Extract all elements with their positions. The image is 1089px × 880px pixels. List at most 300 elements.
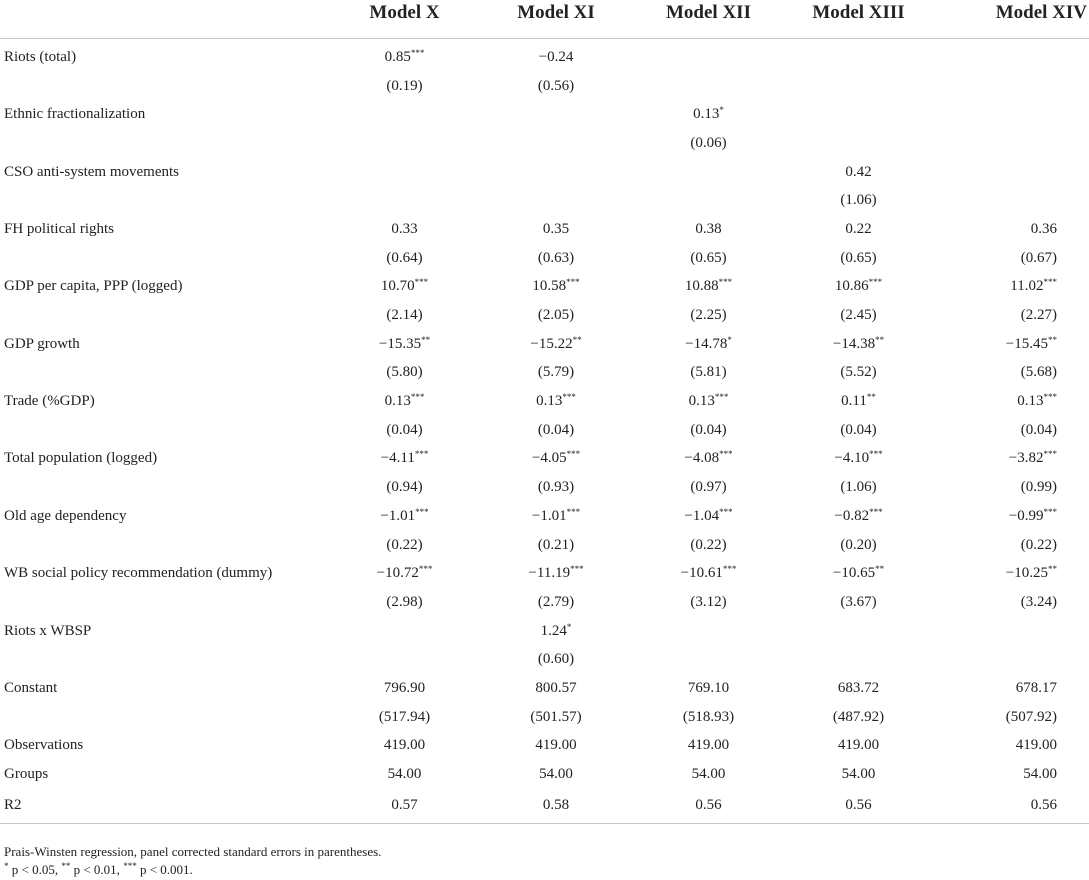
cell-value: 0.33: [391, 220, 418, 237]
significance-stars: ***: [1043, 277, 1057, 288]
cell-model-5: [932, 760, 1089, 789]
cell-value: (0.93): [537, 479, 575, 496]
cell-value: −14.38: [832, 335, 876, 352]
cell-model-5: [932, 244, 1089, 273]
cell-model-4: [785, 158, 932, 187]
cell-model-1: [329, 674, 480, 703]
cell-value: −1.01: [380, 507, 416, 524]
table-row: [0, 186, 1089, 215]
cell-value: −10.25: [1005, 565, 1048, 582]
row-label: [0, 244, 329, 273]
significance-stars: ***: [562, 392, 576, 403]
cell-model-3: [632, 129, 785, 158]
cell-model-2: [480, 244, 632, 273]
cell-model-2: [480, 531, 632, 560]
cell-model-5: [932, 445, 1089, 474]
row-label: Total population (logged): [4, 450, 158, 467]
significance-stars: ***: [1043, 506, 1057, 517]
cell-model-1: [329, 473, 480, 502]
cell-model-5: [932, 158, 1089, 187]
cell-model-4: [785, 39, 932, 72]
cell-model-5: [932, 674, 1089, 703]
cell-model-3: [632, 186, 785, 215]
cell-model-3: [632, 158, 785, 187]
cell-value: −3.82: [1008, 450, 1044, 467]
cell-model-2: [480, 703, 632, 732]
significance-stars: *: [566, 621, 572, 632]
cell-model-3: [632, 703, 785, 732]
cell-model-1: [329, 502, 480, 531]
significance-stars: ***: [869, 449, 883, 460]
cell-value: −10.72: [376, 565, 419, 582]
cell-model-2: [480, 416, 632, 445]
header-model-x: Model X: [329, 0, 480, 39]
cell-value: (0.20): [840, 536, 877, 553]
cell-value: −4.08: [684, 450, 720, 467]
cell-value: (0.65): [690, 249, 727, 266]
cell-value: (0.60): [537, 651, 575, 668]
cell-model-4: [785, 387, 932, 416]
table-row: [0, 215, 1089, 244]
cell-model-4: [785, 645, 932, 674]
significance-stars: **: [1048, 564, 1057, 575]
row-label: GDP growth: [4, 335, 80, 352]
cell-model-3: [632, 301, 785, 330]
cell-value: (1.06): [840, 192, 877, 209]
significance-stars: ***: [868, 277, 883, 288]
cell-model-3: [632, 617, 785, 646]
cell-value: 0.56: [695, 797, 722, 814]
table-row: [0, 72, 1089, 101]
significance-stars: *: [719, 105, 724, 116]
table-row: [0, 559, 1089, 588]
row-label: Groups: [4, 766, 49, 783]
cell-model-1: [329, 445, 480, 474]
cell-model-1: [329, 531, 480, 560]
cell-value: 769.10: [687, 679, 730, 696]
cell-model-3: [632, 273, 785, 302]
table-row: [0, 674, 1089, 703]
table-row: [0, 531, 1089, 560]
cell-model-1: [329, 39, 480, 72]
significance-stars: ***: [418, 564, 433, 575]
significance-stars: ***: [722, 564, 737, 575]
table-row: [0, 100, 1089, 129]
cell-model-2: [480, 588, 632, 617]
significance-stars: **: [421, 334, 431, 345]
cell-value: (5.68): [1020, 364, 1057, 381]
cell-value: (2.27): [1020, 307, 1057, 324]
cell-value: (0.64): [386, 249, 423, 266]
cell-model-1: [329, 273, 480, 302]
row-label: [0, 359, 329, 388]
cell-value: (0.65): [840, 249, 877, 266]
cell-value: −0.24: [538, 48, 574, 65]
cell-value: 10.86: [834, 278, 869, 295]
cell-value: (2.98): [386, 593, 423, 610]
cell-value: (0.22): [690, 536, 727, 553]
cell-value: 419.00: [1015, 737, 1057, 754]
cell-model-1: [329, 732, 480, 761]
cell-model-5: [932, 359, 1089, 388]
cell-value: (0.04): [537, 421, 575, 438]
cell-model-2: [480, 617, 632, 646]
cell-model-1: [329, 645, 480, 674]
cell-value: 678.17: [1015, 679, 1057, 696]
cell-model-5: [932, 39, 1089, 72]
table-row: [0, 330, 1089, 359]
cell-value: 0.13: [688, 393, 715, 410]
cell-value: 54.00: [1023, 766, 1057, 783]
cell-model-3: [632, 732, 785, 761]
cell-value: (0.63): [537, 249, 575, 266]
row-label: [0, 72, 329, 101]
cell-model-5: [932, 617, 1089, 646]
table-row: [0, 301, 1089, 330]
significance-stars: **: [572, 334, 582, 345]
cell-model-2: [480, 559, 632, 588]
table-row: [0, 387, 1089, 416]
cell-model-5: [932, 186, 1089, 215]
row-label: R2: [0, 789, 329, 824]
significance-stars: ***: [718, 277, 733, 288]
cell-model-4: [785, 330, 932, 359]
table-row: [0, 473, 1089, 502]
cell-model-2: [480, 330, 632, 359]
significance-stars: ***: [566, 506, 581, 517]
cell-model-3: [632, 588, 785, 617]
row-label: WB social policy recommendation (dummy): [4, 565, 273, 582]
cell-value: 419.00: [383, 737, 426, 754]
cell-model-3: [632, 789, 785, 824]
cell-value: (3.67): [840, 593, 877, 610]
cell-model-2: [480, 674, 632, 703]
cell-model-5: [932, 416, 1089, 445]
cell-value: (0.67): [1020, 249, 1057, 266]
cell-model-3: [632, 215, 785, 244]
cell-model-5: [932, 703, 1089, 732]
cell-model-5: [932, 301, 1089, 330]
cell-value: (2.45): [840, 307, 877, 324]
cell-model-1: [329, 617, 480, 646]
cell-model-3: [632, 359, 785, 388]
cell-model-4: [785, 732, 932, 761]
header-model-xii: Model XII: [632, 0, 785, 39]
cell-value: (517.94): [378, 708, 431, 725]
row-label: Riots x WBSP: [4, 622, 92, 639]
cell-model-3: [632, 531, 785, 560]
cell-model-5: [932, 387, 1089, 416]
significance-stars: ***: [1043, 449, 1057, 460]
cell-value: 0.13: [1017, 393, 1044, 410]
cell-model-1: [329, 703, 480, 732]
note-line-2: [4, 861, 381, 879]
cell-value: −15.35: [378, 335, 422, 352]
row-label: [0, 416, 329, 445]
cell-model-3: [632, 39, 785, 72]
note-star-1: *: [4, 861, 9, 871]
note-text-2: p < 0.01,: [70, 862, 124, 877]
cell-value: 419.00: [837, 737, 880, 754]
row-label: [0, 645, 329, 674]
cell-model-3: [632, 244, 785, 273]
row-label: [0, 186, 329, 215]
cell-model-2: [480, 39, 632, 72]
cell-model-5: [932, 473, 1089, 502]
cell-model-4: [785, 100, 932, 129]
cell-value: (0.97): [690, 479, 727, 496]
cell-model-5: [932, 588, 1089, 617]
cell-model-1: [329, 100, 480, 129]
cell-model-2: [480, 502, 632, 531]
table-row: [0, 732, 1089, 761]
table-row: [0, 244, 1089, 273]
cell-model-1: [329, 416, 480, 445]
cell-value: −14.78: [685, 335, 728, 352]
cell-value: (3.24): [1020, 593, 1057, 610]
table-row: [0, 273, 1089, 302]
header-model-xi: Model XI: [480, 0, 632, 39]
header-row: [0, 0, 1089, 39]
cell-model-2: [480, 100, 632, 129]
cell-value: (1.06): [840, 479, 877, 496]
cell-model-2: [480, 301, 632, 330]
table-row: [0, 416, 1089, 445]
cell-model-4: [785, 72, 932, 101]
cell-model-3: [632, 100, 785, 129]
cell-model-4: [785, 473, 932, 502]
cell-model-2: [480, 732, 632, 761]
cell-value: 800.57: [535, 679, 577, 696]
table-row: [0, 617, 1089, 646]
cell-model-4: [785, 273, 932, 302]
cell-value: (0.04): [690, 421, 727, 438]
cell-value: (0.19): [386, 77, 423, 94]
significance-stars: ***: [414, 449, 429, 460]
cell-model-2: [480, 387, 632, 416]
table-row: [0, 502, 1089, 531]
cell-model-5: [932, 789, 1089, 824]
cell-model-5: [932, 559, 1089, 588]
cell-value: −0.99: [1008, 507, 1044, 524]
cell-value: (2.79): [537, 593, 575, 610]
cell-value: (487.92): [832, 708, 885, 725]
cell-value: (0.56): [537, 77, 575, 94]
cell-value: 0.57: [391, 797, 418, 814]
table-notes: [4, 843, 381, 879]
cell-value: (501.57): [530, 708, 582, 725]
significance-stars: ***: [410, 392, 425, 403]
cell-value: 10.70: [380, 278, 415, 295]
cell-model-5: [932, 645, 1089, 674]
cell-model-1: [329, 359, 480, 388]
cell-model-1: [329, 760, 480, 789]
cell-model-5: [932, 531, 1089, 560]
cell-model-4: [785, 559, 932, 588]
cell-model-4: [785, 359, 932, 388]
cell-model-3: [632, 674, 785, 703]
cell-model-1: [329, 215, 480, 244]
cell-model-1: [329, 588, 480, 617]
cell-model-2: [480, 158, 632, 187]
cell-value: 683.72: [837, 679, 880, 696]
significance-stars: *: [727, 334, 732, 345]
significance-stars: ***: [719, 506, 733, 517]
row-label: FH political rights: [4, 220, 114, 237]
cell-model-5: [932, 100, 1089, 129]
cell-model-2: [480, 445, 632, 474]
cell-model-1: [329, 559, 480, 588]
cell-value: (2.25): [690, 307, 727, 324]
cell-value: 796.90: [383, 679, 426, 696]
table-row: [0, 445, 1089, 474]
cell-value: 10.58: [532, 278, 567, 295]
significance-stars: ***: [1043, 392, 1057, 403]
cell-value: 0.58: [542, 797, 570, 814]
cell-model-1: [329, 158, 480, 187]
cell-value: −4.05: [531, 450, 567, 467]
cell-model-3: [632, 760, 785, 789]
cell-model-3: [632, 416, 785, 445]
cell-value: −10.65: [832, 565, 876, 582]
cell-model-2: [480, 760, 632, 789]
cell-model-4: [785, 588, 932, 617]
cell-model-1: [329, 186, 480, 215]
significance-stars: ***: [714, 392, 729, 403]
significance-stars: **: [875, 334, 885, 345]
table-row: [0, 645, 1089, 674]
table-row: [0, 588, 1089, 617]
table-row: [0, 789, 1089, 824]
cell-value: (507.92): [1005, 708, 1057, 725]
cell-value: (0.94): [386, 479, 423, 496]
cell-value: (5.52): [840, 364, 877, 381]
cell-model-2: [480, 72, 632, 101]
significance-stars: ***: [414, 277, 429, 288]
table-row: [0, 703, 1089, 732]
cell-value: −1.01: [531, 507, 567, 524]
cell-model-5: [932, 72, 1089, 101]
cell-model-2: [480, 789, 632, 824]
cell-value: 54.00: [387, 766, 422, 783]
row-label: [0, 129, 329, 158]
cell-model-1: [329, 330, 480, 359]
row-label: [0, 531, 329, 560]
cell-model-3: [632, 473, 785, 502]
cell-model-3: [632, 387, 785, 416]
significance-stars: ***: [869, 506, 883, 517]
significance-stars: ***: [566, 449, 581, 460]
cell-value: 0.11: [841, 393, 867, 410]
cell-model-1: [329, 301, 480, 330]
cell-value: 0.13: [536, 393, 563, 410]
cell-value: (3.12): [690, 593, 727, 610]
note-line-1: Prais-Winsten regression, panel corrected standard errors in parentheses.: [4, 844, 382, 859]
cell-value: 0.42: [845, 163, 872, 180]
cell-model-5: [932, 330, 1089, 359]
cell-value: 0.22: [845, 220, 872, 237]
significance-stars: **: [1048, 334, 1057, 345]
cell-model-4: [785, 445, 932, 474]
cell-value: (2.14): [386, 307, 423, 324]
row-label: Ethnic fractionalization: [4, 106, 146, 123]
cell-model-4: [785, 674, 932, 703]
cell-model-5: [932, 732, 1089, 761]
cell-model-3: [632, 645, 785, 674]
cell-value: 0.56: [845, 797, 872, 814]
cell-model-2: [480, 273, 632, 302]
cell-model-4: [785, 416, 932, 445]
cell-value: (0.99): [1020, 479, 1057, 496]
cell-value: (5.79): [537, 364, 575, 381]
row-label: GDP per capita, PPP (logged): [4, 278, 183, 295]
cell-value: −15.22: [530, 335, 573, 352]
cell-value: 0.36: [1030, 220, 1057, 237]
significance-stars: **: [875, 564, 885, 575]
row-label: [0, 473, 329, 502]
cell-value: −4.11: [380, 450, 415, 467]
cell-value: 11.02: [1010, 278, 1044, 295]
cell-value: 0.13: [693, 106, 720, 123]
cell-model-2: [480, 359, 632, 388]
cell-model-3: [632, 72, 785, 101]
cell-model-4: [785, 244, 932, 273]
significance-stars: ***: [719, 449, 733, 460]
table-row: [0, 158, 1089, 187]
cell-model-4: [785, 502, 932, 531]
row-label: Observations: [4, 737, 84, 754]
cell-value: (5.80): [386, 364, 423, 381]
row-label: Old age dependency: [4, 507, 127, 524]
cell-value: 0.85: [384, 48, 411, 65]
note-text-1: p < 0.05,: [8, 862, 62, 877]
cell-model-4: [785, 703, 932, 732]
significance-stars: ***: [566, 277, 580, 288]
cell-value: (0.06): [690, 134, 727, 151]
cell-model-4: [785, 129, 932, 158]
cell-model-4: [785, 531, 932, 560]
cell-model-3: [632, 502, 785, 531]
cell-value: (0.21): [537, 536, 575, 553]
cell-model-4: [785, 617, 932, 646]
cell-value: 419.00: [535, 737, 577, 754]
cell-model-2: [480, 129, 632, 158]
cell-value: 419.00: [687, 737, 730, 754]
cell-value: −11.19: [528, 565, 571, 582]
note-text-3: p < 0.001.: [136, 862, 193, 877]
cell-value: 1.24: [540, 622, 567, 639]
cell-model-5: [932, 273, 1089, 302]
table-row: [0, 359, 1089, 388]
cell-model-2: [480, 645, 632, 674]
row-label: CSO anti-system movements: [4, 163, 179, 180]
significance-stars: ***: [410, 47, 425, 58]
row-label: Riots (total): [4, 48, 77, 65]
row-label: [0, 588, 329, 617]
row-label: [0, 703, 329, 732]
cell-model-4: [785, 215, 932, 244]
table-body: [0, 39, 1089, 824]
cell-model-4: [785, 789, 932, 824]
cell-value: (0.04): [1020, 421, 1057, 438]
cell-value: (0.22): [386, 536, 423, 553]
cell-value: −15.45: [1005, 335, 1048, 352]
cell-model-1: [329, 387, 480, 416]
cell-model-4: [785, 301, 932, 330]
cell-model-1: [329, 129, 480, 158]
cell-model-5: [932, 129, 1089, 158]
cell-model-1: [329, 72, 480, 101]
